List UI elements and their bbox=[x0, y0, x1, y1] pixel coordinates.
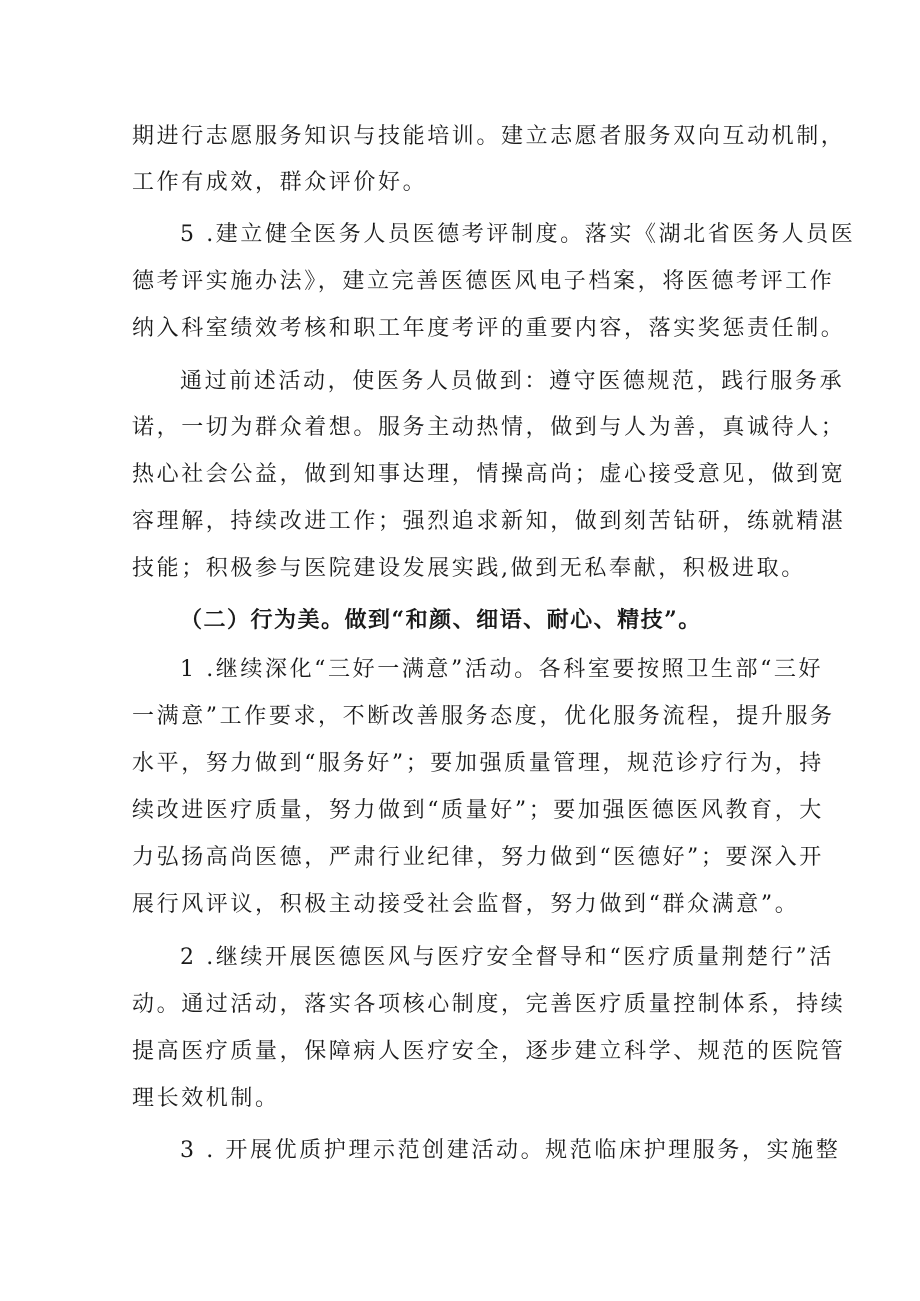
text-line: 理长效机制。 bbox=[132, 1086, 280, 1111]
text-line: 热心社会公益，做到知事达理，情操高尚；虚心接受意见，做到宽 bbox=[132, 462, 846, 487]
text-line: 纳入科室绩效考核和职工年度考评的重要内容，落实奖惩责任制。 bbox=[132, 316, 846, 341]
text-line: 德考评实施办法》，建立完善医德医风电子档案，将医德考评工作 bbox=[132, 269, 835, 294]
text-line: 续改进医疗质量，努力做到“质量好”；要加强医德医风教育，大 bbox=[132, 798, 824, 823]
section-heading: （二）行为美。做到“和颜、细语、耐心、精技”。 bbox=[180, 607, 702, 633]
text-line: 2 .继续开展医德医风与医疗安全督导和“医疗质量荆楚行”活 bbox=[180, 945, 834, 970]
text-line: 技能；积极参与医院建设发展实践,做到无私奉献，积极进取。 bbox=[132, 556, 806, 581]
text-line: 动。通过活动，落实各项核心制度，完善医疗质量控制体系，持续 bbox=[132, 992, 846, 1017]
text-line: 诺，一切为群众着想。服务主动热情，做到与人为善，真诚待人； bbox=[132, 415, 846, 440]
text-line: 1 .继续深化“三好一满意”活动。各科室要按照卫生部“三好 bbox=[180, 657, 824, 682]
text-line: 期进行志愿服务知识与技能培训。建立志愿者服务双向互动机制， bbox=[132, 124, 846, 149]
text-line: 工作有成效，群众评价好。 bbox=[132, 170, 428, 195]
text-line: 容理解，持续改进工作；强烈追求新知，做到刻苦钻研，练就精湛 bbox=[132, 509, 846, 534]
text-line: 水平，努力做到“服务好”；要加强质量管理，规范诊疗行为，持 bbox=[132, 751, 824, 776]
text-line: 提高医疗质量，保障病人医疗安全，逐步建立科学、规范的医院管 bbox=[132, 1039, 846, 1064]
text-line: 力弘扬高尚医德，严肃行业纪律，努力做到“医德好”；要深入开 bbox=[132, 845, 824, 870]
text-line: 3 . 开展优质护理示范创建活动。规范临床护理服务，实施整 bbox=[180, 1138, 841, 1163]
text-line: 通过前述活动，使医务人员做到：遵守医德规范，践行服务承 bbox=[180, 369, 845, 394]
text-line: 5 .建立健全医务人员医德考评制度。落实《湖北省医务人员医 bbox=[180, 222, 856, 247]
text-line: 一满意”工作要求，不断改善服务态度，优化服务流程，提升服务 bbox=[132, 704, 835, 729]
text-line: 展行风评议，积极主动接受社会监督，努力做到“群众满意”。 bbox=[132, 892, 800, 917]
